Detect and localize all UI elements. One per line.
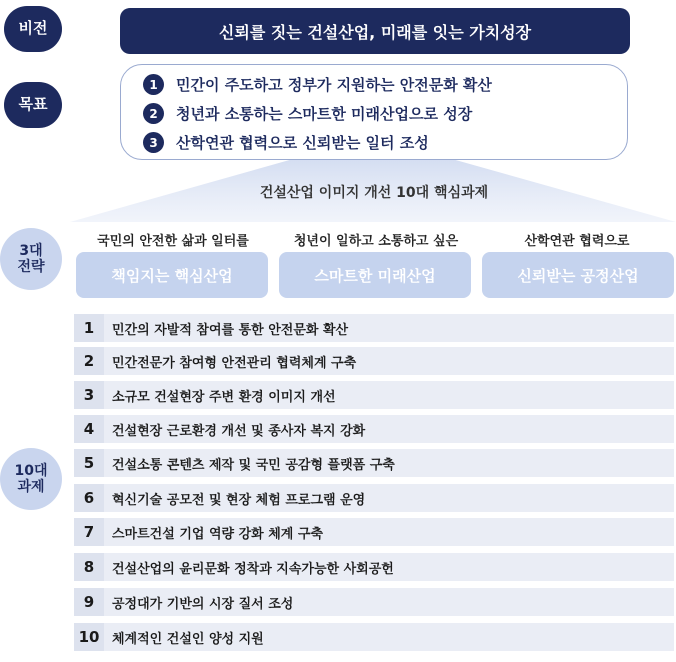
goal-item (143, 70, 627, 99)
task-number: 3 (74, 381, 104, 409)
vision-banner (120, 8, 630, 54)
task-number: 4 (74, 415, 104, 443)
strategy-caption: 청년이 일하고 소통하고 싶은 (293, 234, 459, 249)
task-row (74, 381, 674, 409)
strategy-caption: 산학연관 협력으로 (524, 234, 630, 249)
task-number: 2 (74, 347, 104, 375)
goal-item (143, 99, 627, 128)
task-text: 건설산업의 윤리문화 정착과 지속가능한 사회공헌 (112, 561, 394, 577)
task-text: 체계적인 건설인 양성 지원 (112, 631, 264, 647)
task-row (74, 553, 674, 581)
goal-label-text: 목표 (18, 95, 48, 114)
strategy-label-line2: 전략 (17, 259, 45, 275)
core-tasks-heading: 건설산업 이미지 개선 10대 핵심과제 (259, 185, 489, 201)
task-row (74, 314, 674, 342)
goal-number-badge: 1 (143, 74, 164, 95)
task-row (74, 588, 674, 616)
task-row (74, 347, 674, 375)
tasks-label-line1: 10대 (14, 462, 48, 479)
task-text: 혁신기술 공모전 및 현장 체험 프로그램 운영 (112, 492, 366, 508)
strategy-box (482, 252, 674, 298)
task-number: 5 (74, 449, 104, 477)
task-number: 10 (74, 623, 104, 651)
goal-text: 민간이 주도하고 정부가 지원하는 안전문화 확산 (176, 76, 492, 94)
task-number: 8 (74, 553, 104, 581)
strategy-title: 신뢰받는 공정산업 (517, 266, 639, 285)
tasks-label (0, 448, 62, 510)
goal-item (143, 128, 627, 157)
task-row (74, 518, 674, 546)
vision-label (4, 6, 62, 52)
goal-text: 청년과 소통하는 스마트한 미래산업으로 성장 (176, 105, 473, 123)
goal-text: 산학연관 협력으로 신뢰받는 일터 조성 (176, 134, 429, 152)
goal-label (4, 82, 62, 128)
goal-number-badge: 3 (143, 132, 164, 153)
vision-text: 신뢰를 짓는 건설산업, 미래를 잇는 가치성장 (218, 22, 532, 42)
strategy-label (0, 228, 62, 290)
task-text: 민간전문가 참여형 안전관리 협력체계 구축 (112, 355, 357, 371)
strategy-caption: 국민의 안전한 삶과 일터를 (97, 234, 249, 249)
strategy-box (76, 252, 268, 298)
vision-label-text: 비전 (18, 19, 48, 38)
task-row (74, 623, 674, 651)
tasks-label-line2: 과제 (17, 479, 45, 495)
strategy-title: 스마트한 미래산업 (314, 266, 436, 285)
task-number: 1 (74, 314, 104, 342)
task-number: 9 (74, 588, 104, 616)
task-text: 소규모 건설현장 주변 환경 이미지 개선 (112, 389, 336, 405)
task-row (74, 415, 674, 443)
task-text: 민간의 자발적 참여를 통한 안전문화 확산 (112, 322, 349, 338)
task-text: 스마트건설 기업 역량 강화 체계 구축 (112, 526, 323, 542)
strategy-title: 책임지는 핵심산업 (111, 266, 233, 285)
strategy-box (279, 252, 471, 298)
task-text: 건설소통 콘텐츠 제작 및 국민 공감형 플랫폼 구축 (112, 457, 395, 473)
task-row (74, 484, 674, 512)
task-row (74, 449, 674, 477)
goal-number-badge: 2 (143, 103, 164, 124)
task-text: 공정대가 기반의 시장 질서 조성 (112, 596, 294, 612)
task-text: 건설현장 근로환경 개선 및 종사자 복지 강화 (112, 423, 366, 439)
task-number: 6 (74, 484, 104, 512)
goal-box (120, 64, 628, 160)
strategy-label-line1: 3대 (19, 242, 43, 259)
task-number: 7 (74, 518, 104, 546)
